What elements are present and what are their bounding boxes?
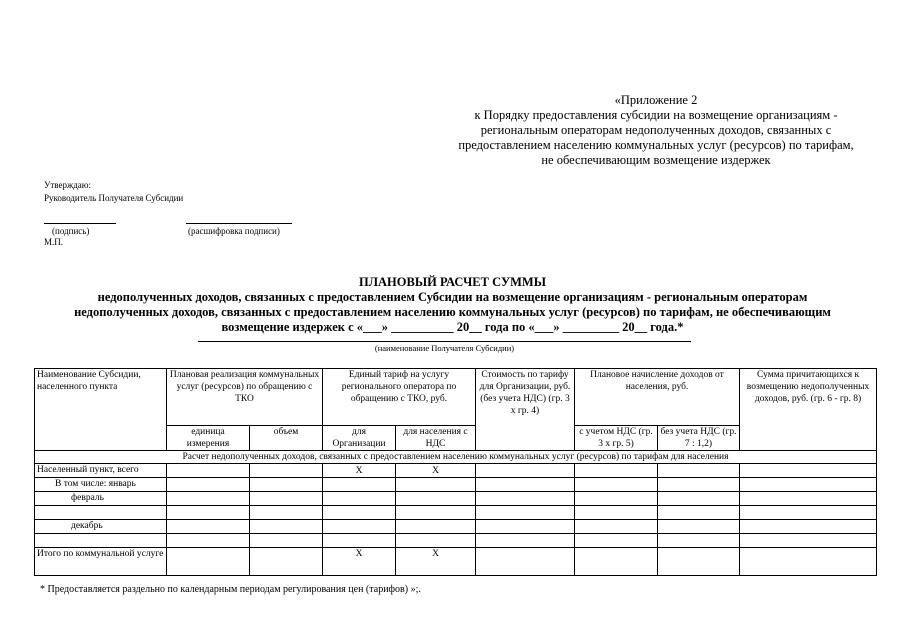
header-row <box>35 369 877 426</box>
table-row <box>35 478 877 492</box>
subheader-volume: объем <box>250 426 323 451</box>
section-title: Расчет недополученных доходов, связанных с предоставлением населению коммунальных услуг (ресурсов) по тарифам для населения <box>35 451 877 464</box>
row-label: Населенный пункт, всего <box>35 464 167 478</box>
header-accrual: Плановое начисление доходов от населения, руб. <box>575 369 740 426</box>
signature-label: (подпись) <box>52 226 90 236</box>
decoding-label: (расшифровка подписи) <box>188 226 280 236</box>
table-row <box>35 534 877 548</box>
title-line-4: возмещение издержек с «___» __________ 20__ года по «___» _________ 20__ года.* <box>221 320 684 334</box>
subheader-with-vat: с учетом НДС (гр. 3 х гр. 5) <box>575 426 658 451</box>
footnote: * Предоставляется раздельно по календарным периодам регулирования цен (тарифов) »;. <box>40 584 421 595</box>
title-line-3: недополученных доходов, связанных с предоставлением населению коммунальных услуг (ресурсов) по тарифам, не обеспечивающим <box>74 305 831 319</box>
document-title <box>30 275 875 335</box>
recipient-line <box>198 341 691 342</box>
x-mark: Х <box>396 464 476 478</box>
calculation-table <box>34 368 877 576</box>
appendix-line-1: «Приложение 2 <box>614 93 698 107</box>
x-mark: Х <box>396 548 476 576</box>
header-name: Наименование Субсидии, населенного пункта <box>35 369 167 451</box>
appendix-line-5: не обеспечивающим возмещение издержек <box>541 153 771 167</box>
header-plan: Плановая реализация коммунальных услуг (ресурсов) по обращению с ТКО <box>167 369 323 426</box>
table-row <box>35 520 877 534</box>
row-label: февраль <box>35 492 167 506</box>
header-tariff: Единый тариф на услугу регионального оператора по обращению с ТКО, руб. <box>323 369 476 426</box>
appendix-line-2: к Порядку предоставления субсидии на возмещение организациям - <box>474 108 838 122</box>
header-sum: Сумма причитающихся к возмещению недополученных доходов, руб. (гр. 6 - гр. 8) <box>740 369 877 451</box>
approval-block <box>44 179 183 205</box>
x-mark: Х <box>323 548 396 576</box>
table-row <box>35 492 877 506</box>
x-mark: Х <box>323 464 396 478</box>
appendix-header <box>450 93 862 168</box>
header-cost: Стоимость по тарифу для Организации, руб. (без учета НДС) (гр. 3 х гр. 4) <box>476 369 575 451</box>
signature-line <box>44 223 116 224</box>
subheader-for-pop: для населения с НДС <box>396 426 476 451</box>
subheader-without-vat: без учета НДС (гр. 7 : 1,2) <box>658 426 740 451</box>
row-label: В том числе: январь <box>35 478 167 492</box>
subheader-for-org: для Организации <box>323 426 396 451</box>
row-label: декабрь <box>35 520 167 534</box>
section-row <box>35 451 877 464</box>
table-row <box>35 506 877 520</box>
row-label: Итого по коммунальной услуге <box>35 548 167 576</box>
appendix-line-4: предоставлением населению коммунальных услуг (ресурсов) по тарифам, <box>458 138 854 152</box>
head-label: Руководитель Получателя Субсидии <box>44 193 184 203</box>
table-row <box>35 548 877 576</box>
seal-label: М.П. <box>44 237 64 247</box>
table-row <box>35 464 877 478</box>
recipient-label: (наименование Получателя Субсидии) <box>374 343 515 353</box>
decoding-line <box>186 223 292 224</box>
appendix-line-3: региональным операторам недополученных доходов, связанных с <box>480 123 832 137</box>
title-line-1: ПЛАНОВЫЙ РАСЧЕТ СУММЫ <box>358 275 546 289</box>
subheader-unit: единица измерения <box>167 426 250 451</box>
approve-label: Утверждаю: <box>44 180 92 190</box>
title-line-2: недополученных доходов, связанных с предоставлением Субсидии на возмещение организациям - региональным операторам <box>97 290 808 304</box>
